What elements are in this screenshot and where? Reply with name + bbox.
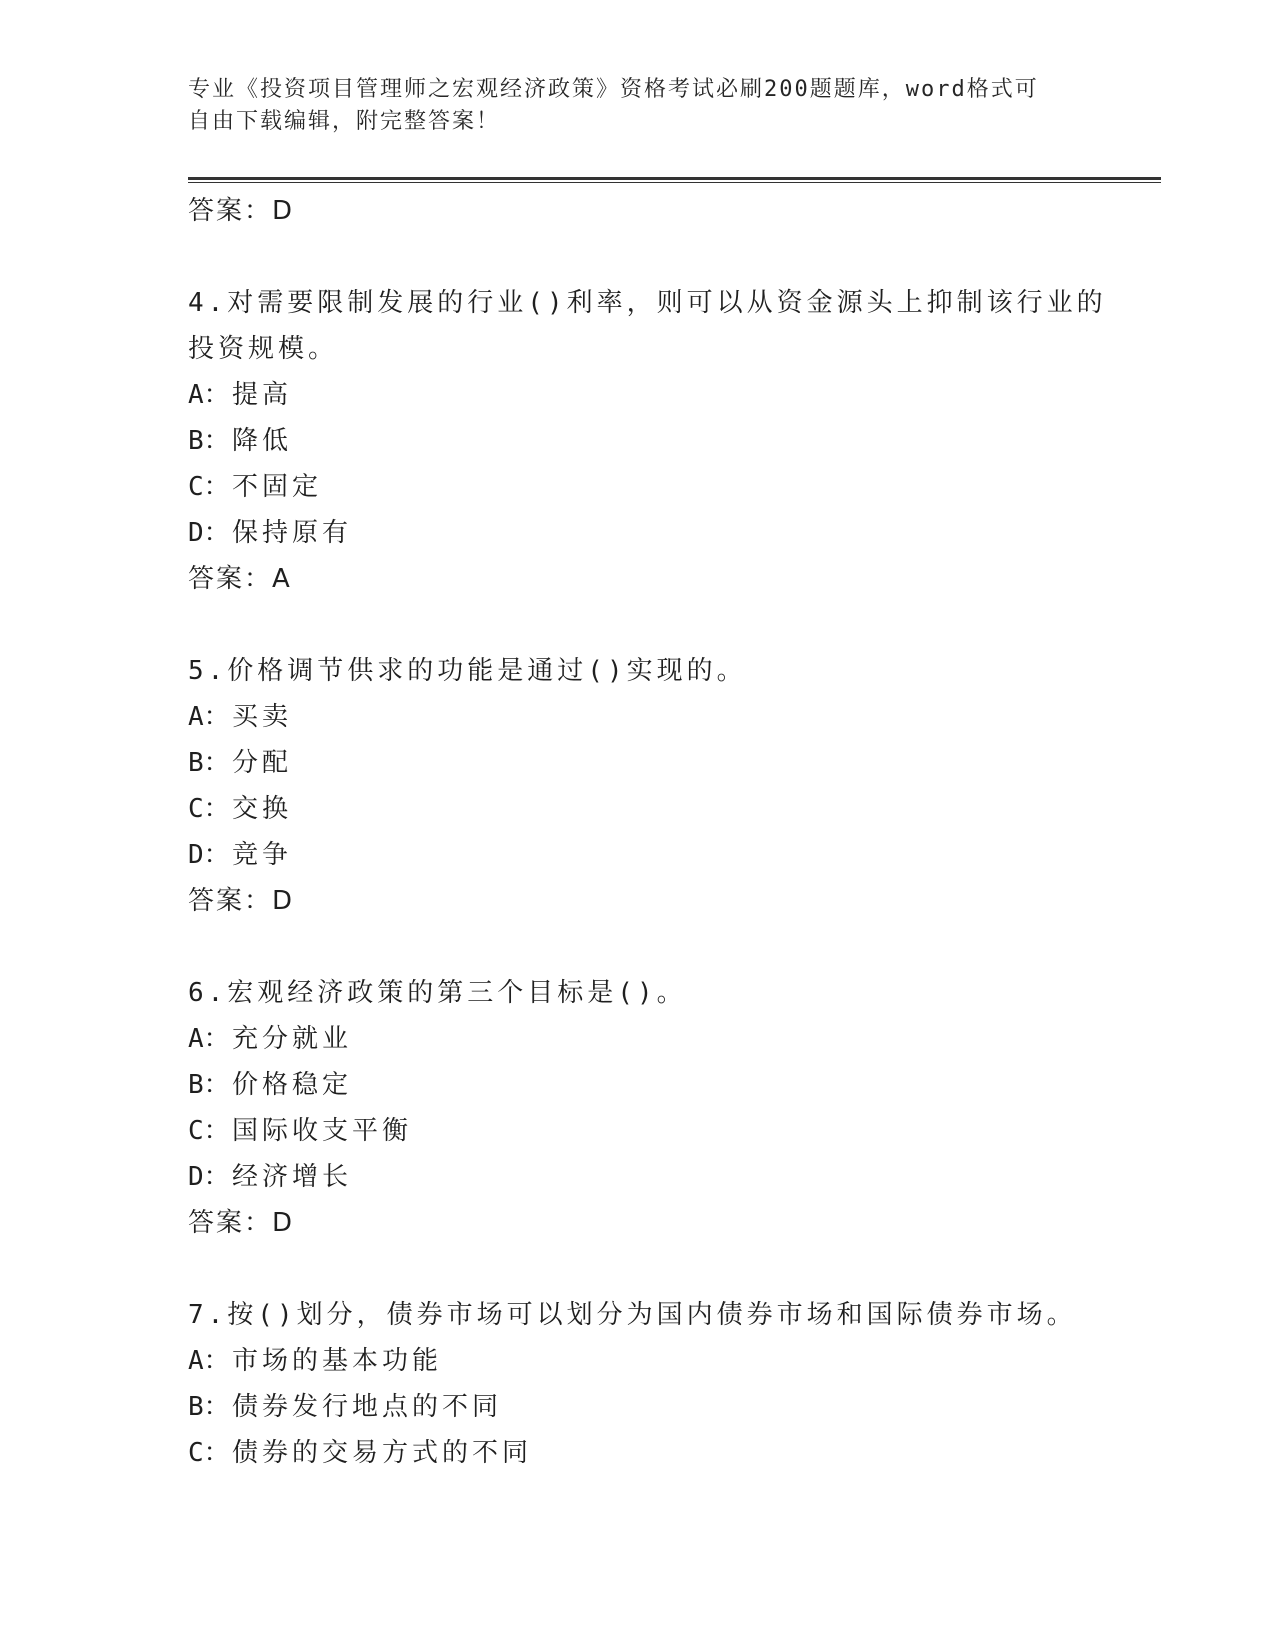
option-letter: C： [188, 794, 230, 824]
option-letter: C： [188, 1116, 230, 1146]
option-text: 提高 [232, 380, 293, 410]
question-block [188, 1292, 1088, 1476]
option-b [188, 740, 1088, 786]
option-text: 经济增长 [232, 1162, 353, 1192]
option-text: 债券发行地点的不同 [232, 1392, 503, 1422]
spacer [188, 1246, 1088, 1292]
option-text: 保持原有 [232, 518, 353, 548]
question-list [188, 188, 1107, 1476]
option-text: 竞争 [232, 840, 293, 870]
option-text: 债券的交易方式的不同 [232, 1438, 533, 1468]
spacer [188, 234, 1088, 280]
option-text: 分配 [232, 748, 293, 778]
question-stem: 6.宏观经济政策的第三个目标是()。 [188, 978, 687, 1008]
option-text: 买卖 [232, 702, 293, 732]
option-text: 国际收支平衡 [232, 1116, 413, 1146]
option-letter: B： [188, 1392, 230, 1422]
option-letter: B： [188, 1070, 230, 1100]
answer-line: 答案：D [188, 1208, 295, 1238]
option-a [188, 372, 1088, 418]
option-text: 降低 [232, 426, 293, 456]
option-text: 市场的基本功能 [232, 1346, 443, 1376]
answer-line: 答案：D [188, 196, 295, 226]
option-d [188, 832, 1088, 878]
question-stem: 5.价格调节供求的功能是通过()实现的。 [188, 656, 747, 686]
option-c [188, 786, 1088, 832]
question-block [188, 970, 1088, 1246]
option-letter: C： [188, 1438, 230, 1468]
option-letter: A： [188, 380, 230, 410]
option-d [188, 510, 1088, 556]
header-line-2: 自由下载编辑，附完整答案！ [188, 109, 501, 134]
option-letter: A： [188, 702, 230, 732]
question-stem: 7.按()划分，债券市场可以划分为国内债券市场和国际债券市场。 [188, 1300, 1077, 1330]
option-letter: A： [188, 1024, 230, 1054]
question-block [188, 280, 1107, 602]
option-letter: A： [188, 1346, 230, 1376]
option-letter: D： [188, 840, 230, 870]
answer-line: 答案：A [188, 564, 292, 594]
option-letter: D： [188, 1162, 230, 1192]
option-letter: D： [188, 518, 230, 548]
header-divider-thin [188, 182, 1161, 183]
question-stem-continued: 投资规模。 [188, 334, 339, 364]
question-stem: 4.对需要限制发展的行业()利率，则可以从资金源头上抑制该行业的 [188, 288, 1107, 318]
option-text: 价格稳定 [232, 1070, 353, 1100]
option-letter: C： [188, 472, 230, 502]
document-header [188, 74, 1088, 138]
option-c [188, 1108, 1088, 1154]
option-d [188, 1154, 1088, 1200]
option-text: 交换 [232, 794, 293, 824]
option-a [188, 694, 1088, 740]
header-divider-thick [188, 177, 1161, 180]
question-block [188, 648, 1088, 924]
answer-line: 答案：D [188, 886, 295, 916]
option-b [188, 1062, 1088, 1108]
option-letter: B： [188, 426, 230, 456]
spacer [188, 602, 1088, 648]
option-c [188, 1430, 1088, 1476]
option-b [188, 418, 1088, 464]
spacer [188, 924, 1088, 970]
option-letter: B： [188, 748, 230, 778]
option-text: 充分就业 [232, 1024, 353, 1054]
option-c [188, 464, 1088, 510]
header-line-1: 专业《投资项目管理师之宏观经济政策》资格考试必刷200题题库，word格式可 [188, 77, 1039, 102]
option-b [188, 1384, 1088, 1430]
option-a [188, 1338, 1088, 1384]
option-a [188, 1016, 1088, 1062]
option-text: 不固定 [232, 472, 323, 502]
